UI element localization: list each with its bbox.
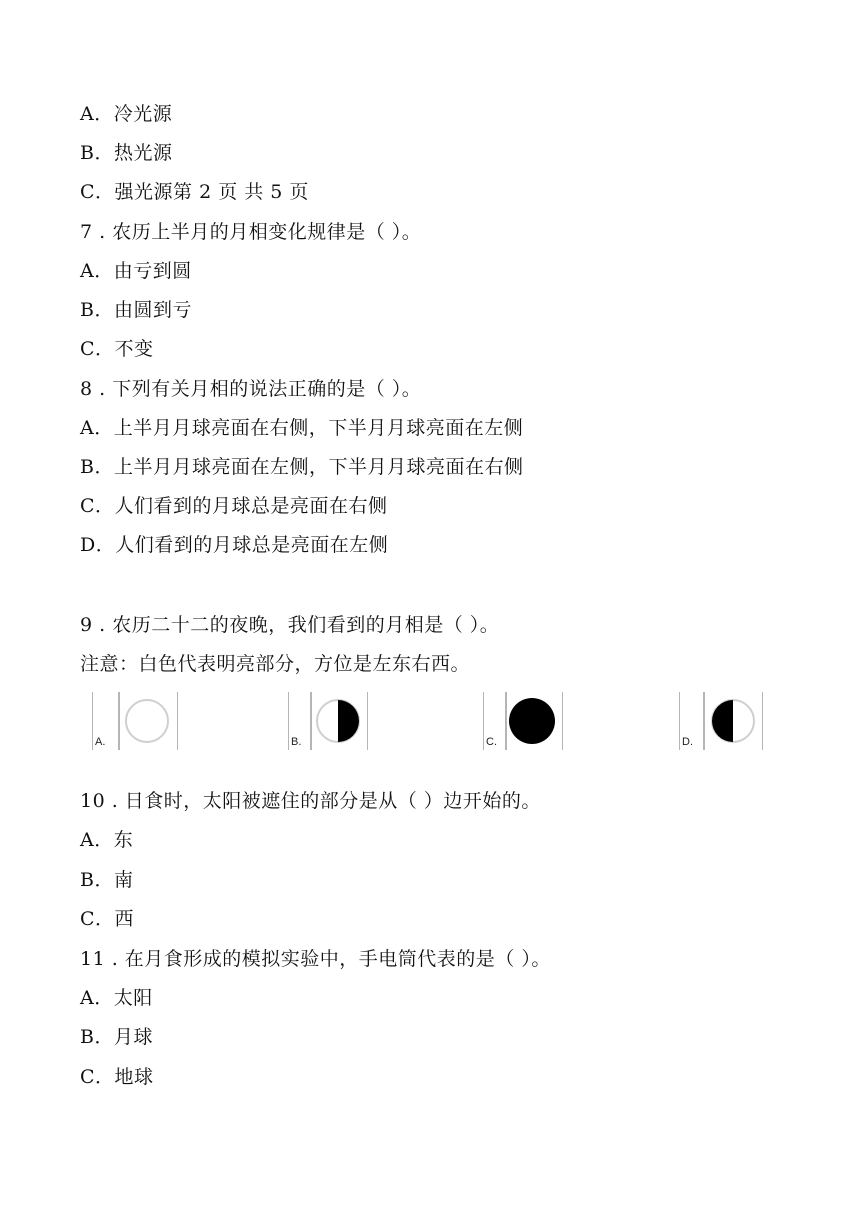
q10-option-a: A．东 xyxy=(80,829,134,851)
full-moon-icon xyxy=(122,696,172,746)
q9-option-d-image xyxy=(679,692,769,752)
q9-option-c-image xyxy=(483,692,567,752)
q9-option-b-image xyxy=(288,692,372,752)
q11-option-a: A．太阳 xyxy=(80,987,153,1009)
new-moon-icon xyxy=(507,696,557,746)
question-8: 8 . 下列有关月相的说法正确的是（ ）。 xyxy=(80,378,422,400)
option-letter: C. xyxy=(486,736,497,748)
question-7: 7 . 农历上半月的月相变化规律是（ ）。 xyxy=(80,221,422,243)
q7-option-a: A．由亏到圆 xyxy=(80,260,192,282)
q8-option-a: A．上半月月球亮面在右侧，下半月月球亮面在左侧 xyxy=(80,417,524,439)
q7-option-b: B．由圆到亏 xyxy=(80,299,192,321)
q11-option-c: C．地球 xyxy=(80,1066,154,1088)
q10-option-c: C．西 xyxy=(80,908,135,930)
half-moon-right-dark-icon xyxy=(313,696,363,746)
q8-option-b: B．上半月月球亮面在左侧，下半月月球亮面在右侧 xyxy=(80,456,524,478)
question-9: 9 . 农历二十二的夜晚，我们看到的月相是（ ）。 xyxy=(80,614,500,636)
q8-option-c: C．人们看到的月球总是亮面在右侧 xyxy=(80,495,388,517)
option-letter: A. xyxy=(95,736,106,748)
half-moon-left-dark-icon xyxy=(708,696,758,746)
question-10: 10 . 日食时，太阳被遮住的部分是从（ ）边开始的。 xyxy=(80,790,541,812)
q9-note: 注意：白色代表明亮部分，方位是左东右西。 xyxy=(80,653,471,675)
option-letter: B. xyxy=(291,736,302,748)
question-11: 11 . 在月食形成的模拟实验中，手电筒代表的是（ ）。 xyxy=(80,948,551,970)
q7-option-c: C．不变 xyxy=(80,338,154,360)
q6-option-a: A．冷光源 xyxy=(80,103,173,125)
option-letter: D. xyxy=(682,736,693,748)
q6-option-b: B．热光源 xyxy=(80,142,173,164)
q8-option-d: D．人们看到的月球总是亮面在左侧 xyxy=(80,534,389,556)
q10-option-b: B．南 xyxy=(80,869,134,891)
q11-option-b: B．月球 xyxy=(80,1026,153,1048)
q6-option-c-with-page-footer: C．强光源第 2 页 共 5 页 xyxy=(80,181,309,203)
q9-option-a-image xyxy=(92,692,182,752)
